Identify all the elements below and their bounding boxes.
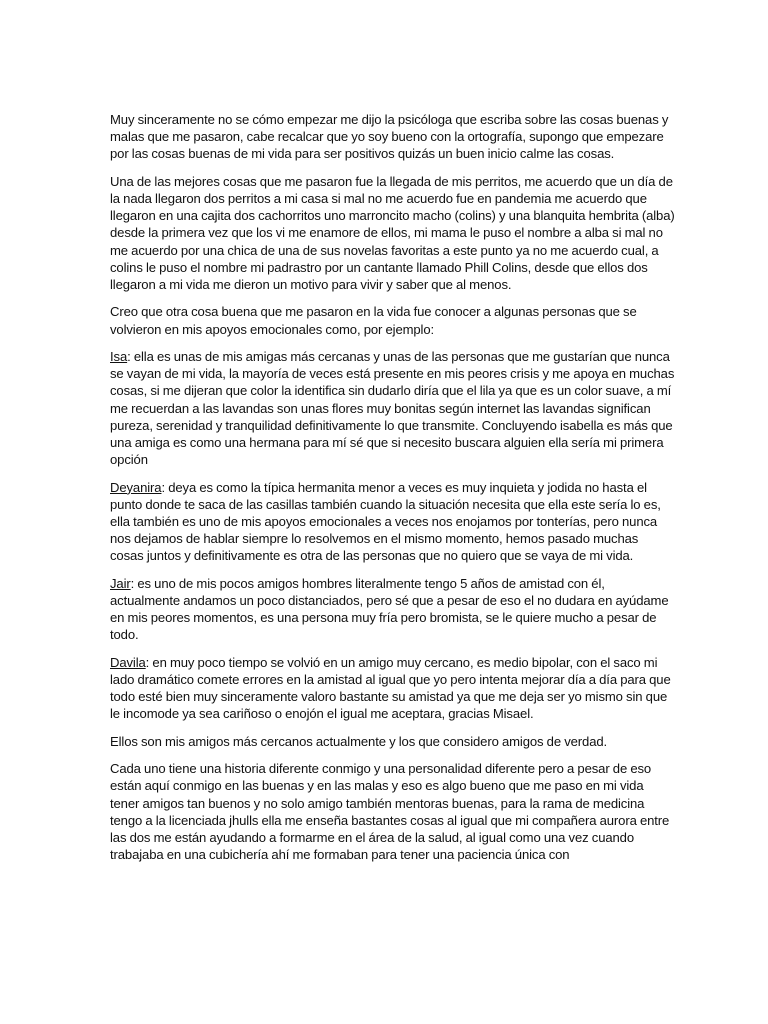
paragraph-apoyos: Creo que otra cosa buena que me pasaron en la vida fue conocer a algunas personas que se volvieron en mis apoyos emocionales como, por ejemplo: (110, 304, 637, 337)
document-page (110, 111, 675, 874)
friend-name-davila: Davila (110, 654, 146, 670)
friend-text-davila: : en muy poco tiempo se volvió en un amigo muy cercano, es medio bipolar, con el saco mi lado dramático comete errores en la amistad al igual que yo pero intenta mejorar día a día para que todo esté bien muy sinceramente valoro bastante su amistad ya que me deja ser yo mismo sin que le incomode ya sea cariñoso o enojón el igual me aceptara, gracias Misael. (110, 654, 671, 722)
friend-name-isa: Isa (110, 349, 128, 364)
paragraph-deyanira (110, 479, 675, 565)
friend-text-jair: : es uno de mis pocos amigos hombres literalmente tengo 5 años de amistad con él, actualmente andamos un poco distanciados, pero sé que a pesar de eso el no dudara en ayúdame en mis peores momentos, es una persona muy fría pero bromista, se le quiere mucho a pesar de todo. (110, 575, 669, 643)
friend-text-isa: : ella es unas de mis amigas más cercanas y unas de las personas que me gustarían que nunca se vayan de mi vida, la mayoría de veces está presente en mis peores crisis y me apoya en muchas cosas, si me dijeran que color la identifica sin dudarlo diría que el lila ya que es un color suave, a mí me recuerdan a las lavandas son unas flores muy bonitas según internet las lavandas significan pureza, serenidad y tranquilidad definitivamente lo que transmite. Concluyendo isabella es más que una amiga es como una hermana para mí sé que si necesito buscara alguien ella sería mi primera opción (110, 349, 675, 468)
friend-text-deyanira: : deya es como la típica hermanita menor a veces es muy inquieta y jodida no hasta el punto donde te saca de las casillas también cuando la situación necesita que ella este sería lo es, ella también es uno de mis apoyos emocionales a veces nos enojamos por tonterías, pero nunca nos dejamos de hablar siempre lo resolvemos en el mismo momento, hemos pasado muchas cosas juntos y definitivamente es otra de las personas que no quiero que se vaya de mi vida. (110, 479, 661, 564)
friend-name-jair: Jair (110, 575, 131, 591)
paragraph-historia: Cada uno tiene una historia diferente conmigo y una personalidad diferente pero a pesar de eso están aquí conmigo en las buenas y en las malas y eso es algo bueno que me paso en mi vida tener amigos tan buenos y no solo amigo también mentoras buenas, para la rama de medicina tengo a la licenciada jhulls ella me enseña bastantes cosas al igual que mi compañera aurora entre las dos me están ayudando a formarme en el área de la salud, al igual como una vez cuando trabajaba en una cubichería ahí me formaban para tener una paciencia única con (110, 761, 670, 863)
paragraph-perritos: Una de las mejores cosas que me pasaron fue la llegada de mis perritos, me acuerdo que un día de la nada llegaron dos perritos a mi casa si mal no me acuerdo fue en pandemia me acuerdo que llegaron en una cajita dos cachorritos uno marroncito macho (colins) y una blanquita hembrita (alba) desde la primera vez que los vi me enamore de ellos, mi mama le puso el nombre a alba si mal no me acuerdo por una chica de una de sus novelas favoritas a este punto ya no me acuerdo cual, a colins le puso el nombre mi padrastro por un cantante llamado Phill Colins, desde que ellos dos llegaron a mi vida me dieron un motivo para vivir y saber que al menos. (110, 173, 675, 293)
paragraph-isa (110, 348, 675, 468)
paragraph-intro: Muy sinceramente no se cómo empezar me dijo la psicóloga que escriba sobre las cosas buenas y malas que me pasaron, cabe recalcar que yo soy bueno con la ortografía, supongo que empezare por las cosas buenas de mi vida para ser positivos quizás un buen inicio calme las cosas. (110, 112, 669, 162)
paragraph-jair (110, 575, 675, 644)
paragraph-amigos-cercanos: Ellos son mis amigos más cercanos actualmente y los que considero amigos de verdad. (110, 733, 608, 749)
paragraph-davila (110, 654, 675, 723)
friend-name-deyanira: Deyanira (110, 479, 162, 495)
